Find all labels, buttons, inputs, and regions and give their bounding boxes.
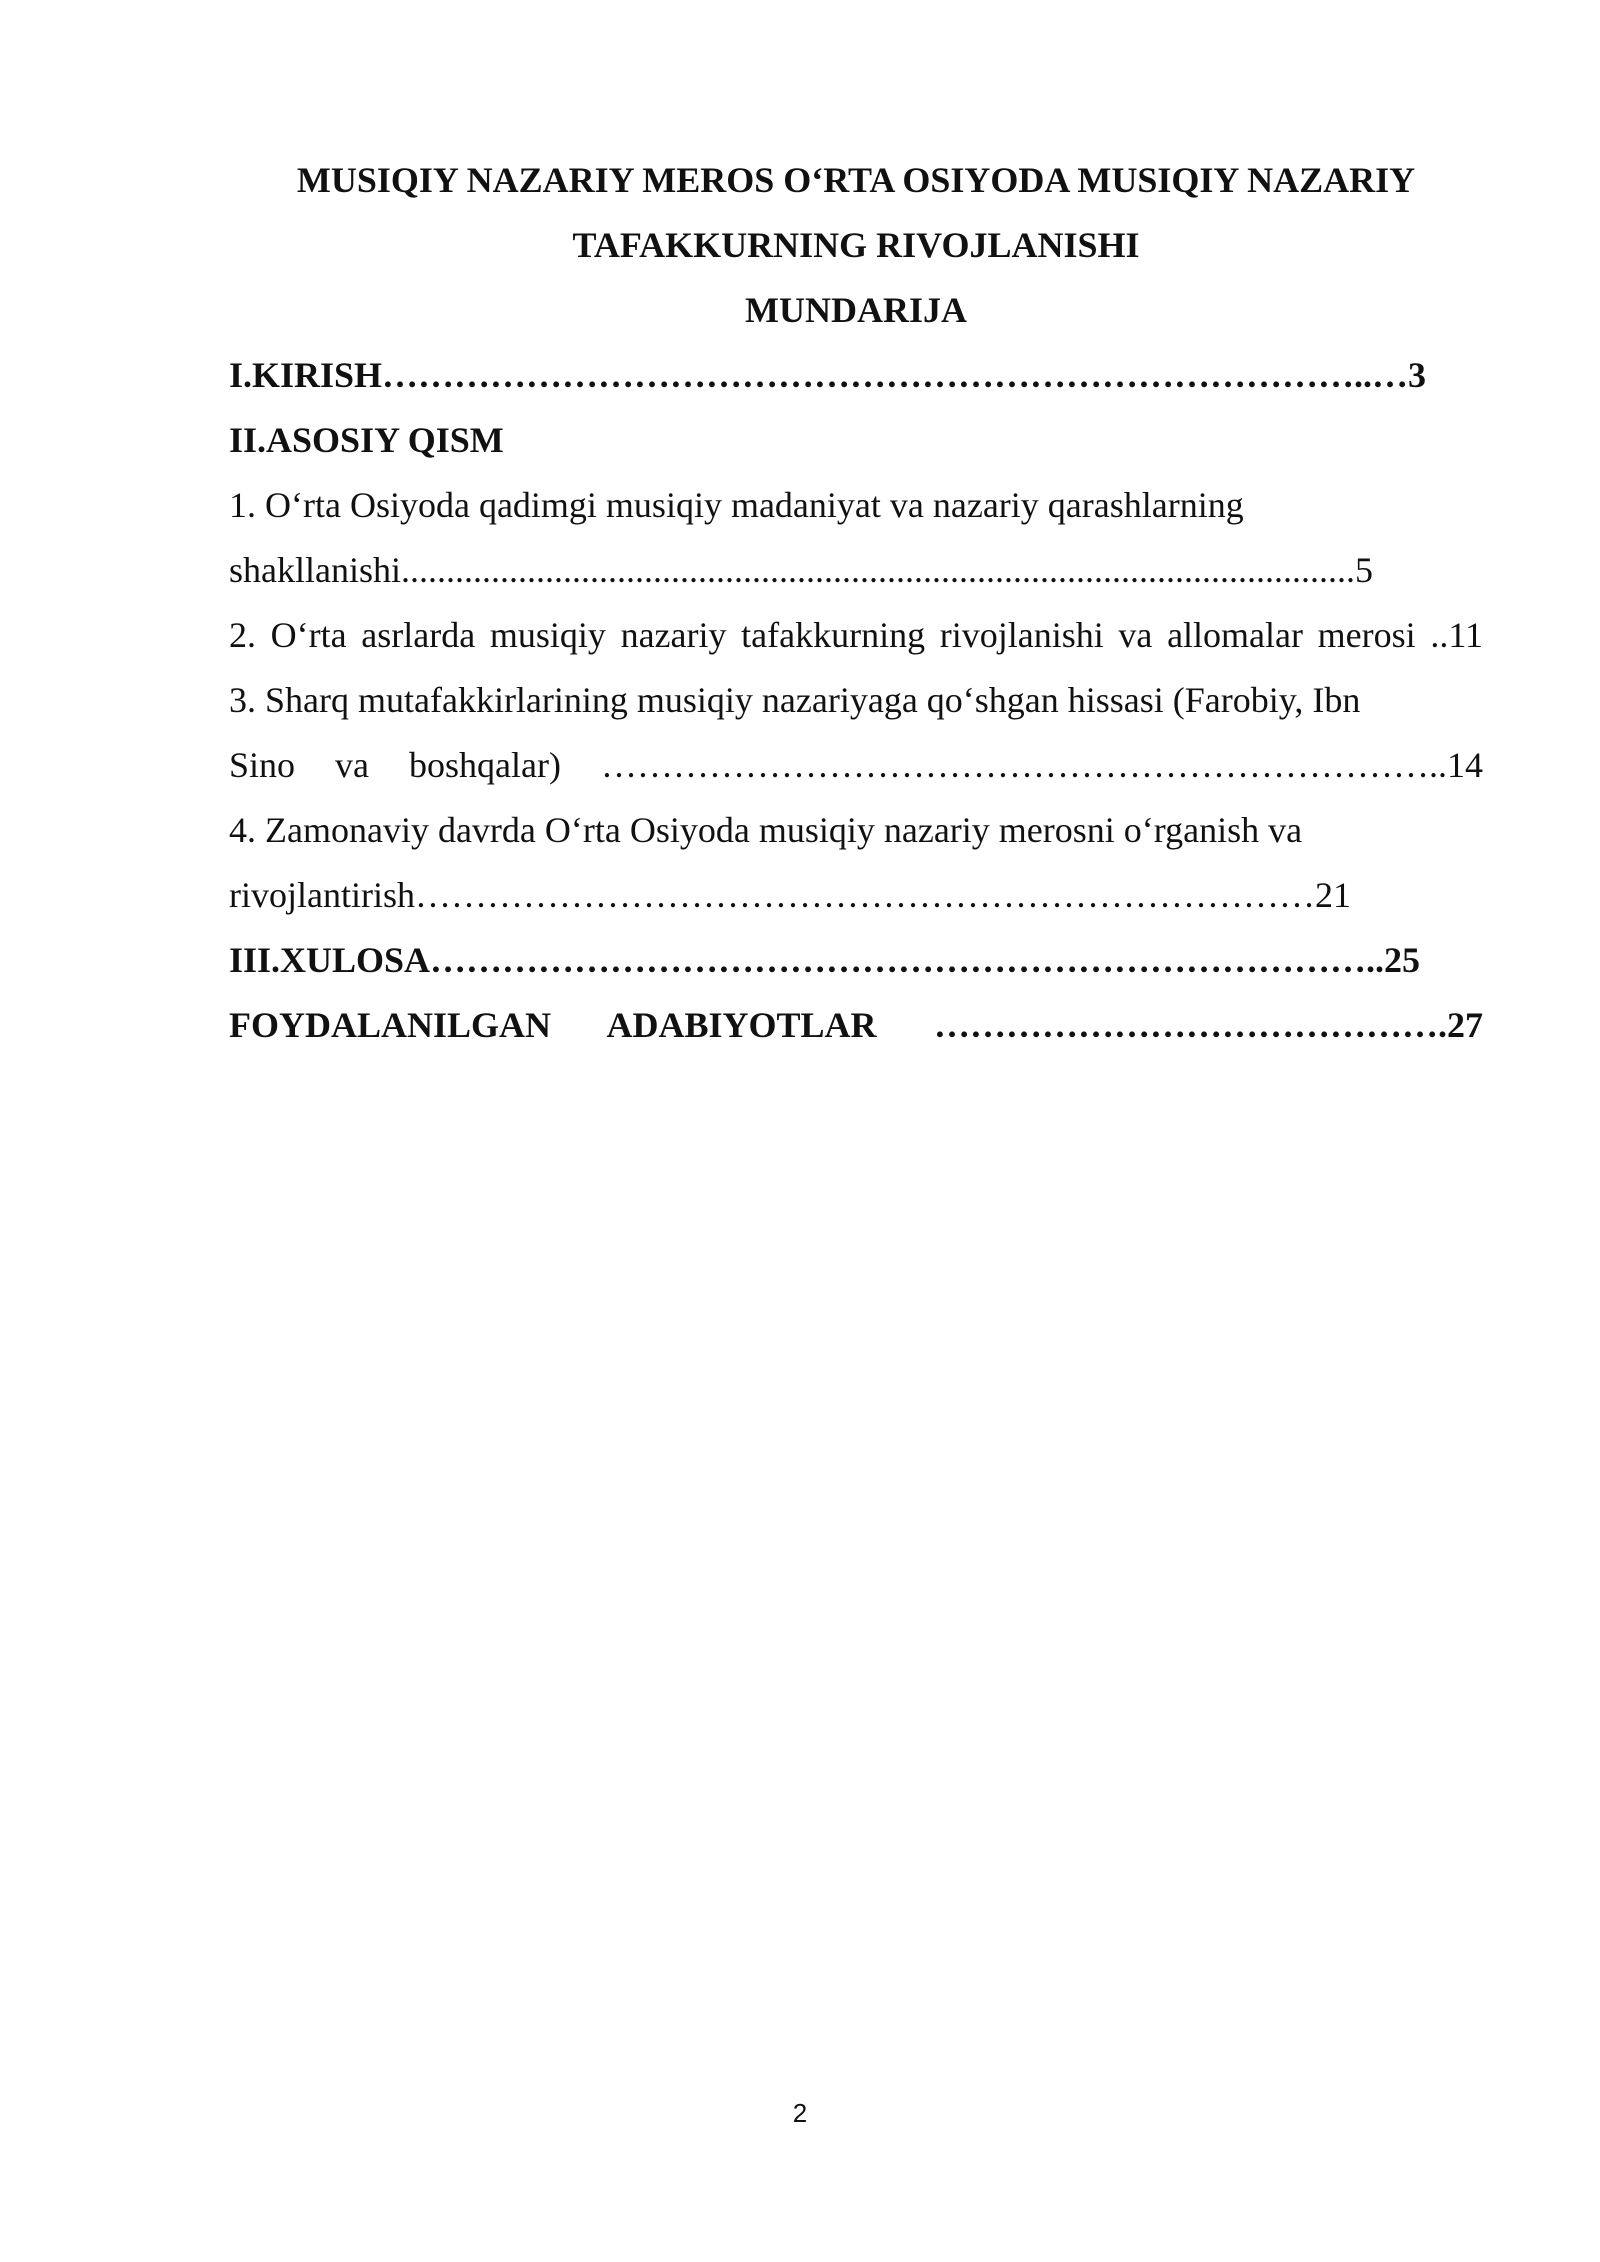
toc-entry-4-line-1: 4. Zamonaviy davrda O‘rta Osiyoda musiqiy nazariy merosni o‘rganish va [229, 810, 1303, 850]
toc-entry-3-line-1: 3. Sharq mutafakkirlarining musiqiy nazariyaga qo‘shgan hissasi (Farobiy, Ibn [229, 680, 1361, 720]
toc-heading: MUNDARIJA [745, 290, 967, 330]
toc-entry-1-line-1: 1. O‘rta Osiyoda qadimgi musiqiy madaniyat va nazariy qarashlarning [229, 485, 1244, 525]
toc-entry-2: 2. O‘rta asrlarda musiqiy nazariy tafakkurning rivojlanishi va allomalar merosi ..11 [229, 615, 1483, 655]
toc-entry-1-line-2: shakllanishi..........................................................................................................5 [229, 550, 1373, 590]
toc-entry-kirish: I.KIRISH………………………………………………………………………..…3 [229, 355, 1427, 395]
page-content [229, 148, 1483, 1058]
toc-entry-3-line-2: Sino va boshqalar) ……………………………………………………………..14 [229, 745, 1483, 785]
toc-entry-asosiy-qism: II.ASOSIY QISM [229, 420, 504, 460]
page-number: 2 [792, 2098, 808, 2128]
document-title-line-1: MUSIQIY NAZARIY MEROS O‘RTA OSIYODA MUSIQIY NAZARIY [296, 160, 1416, 200]
document-title-line-2: TAFAKKURNING RIVOJLANISHI [572, 225, 1140, 265]
toc-entry-adabiyotlar: FOYDALANILGAN ADABIYOTLAR …………………………………….27 [229, 1005, 1483, 1045]
toc-entry-xulosa: III.XULOSA……………………………………………………………………..25 [229, 940, 1421, 980]
toc-entry-4-line-2: rivojlantirish…………………………………………………………………21 [229, 875, 1351, 915]
